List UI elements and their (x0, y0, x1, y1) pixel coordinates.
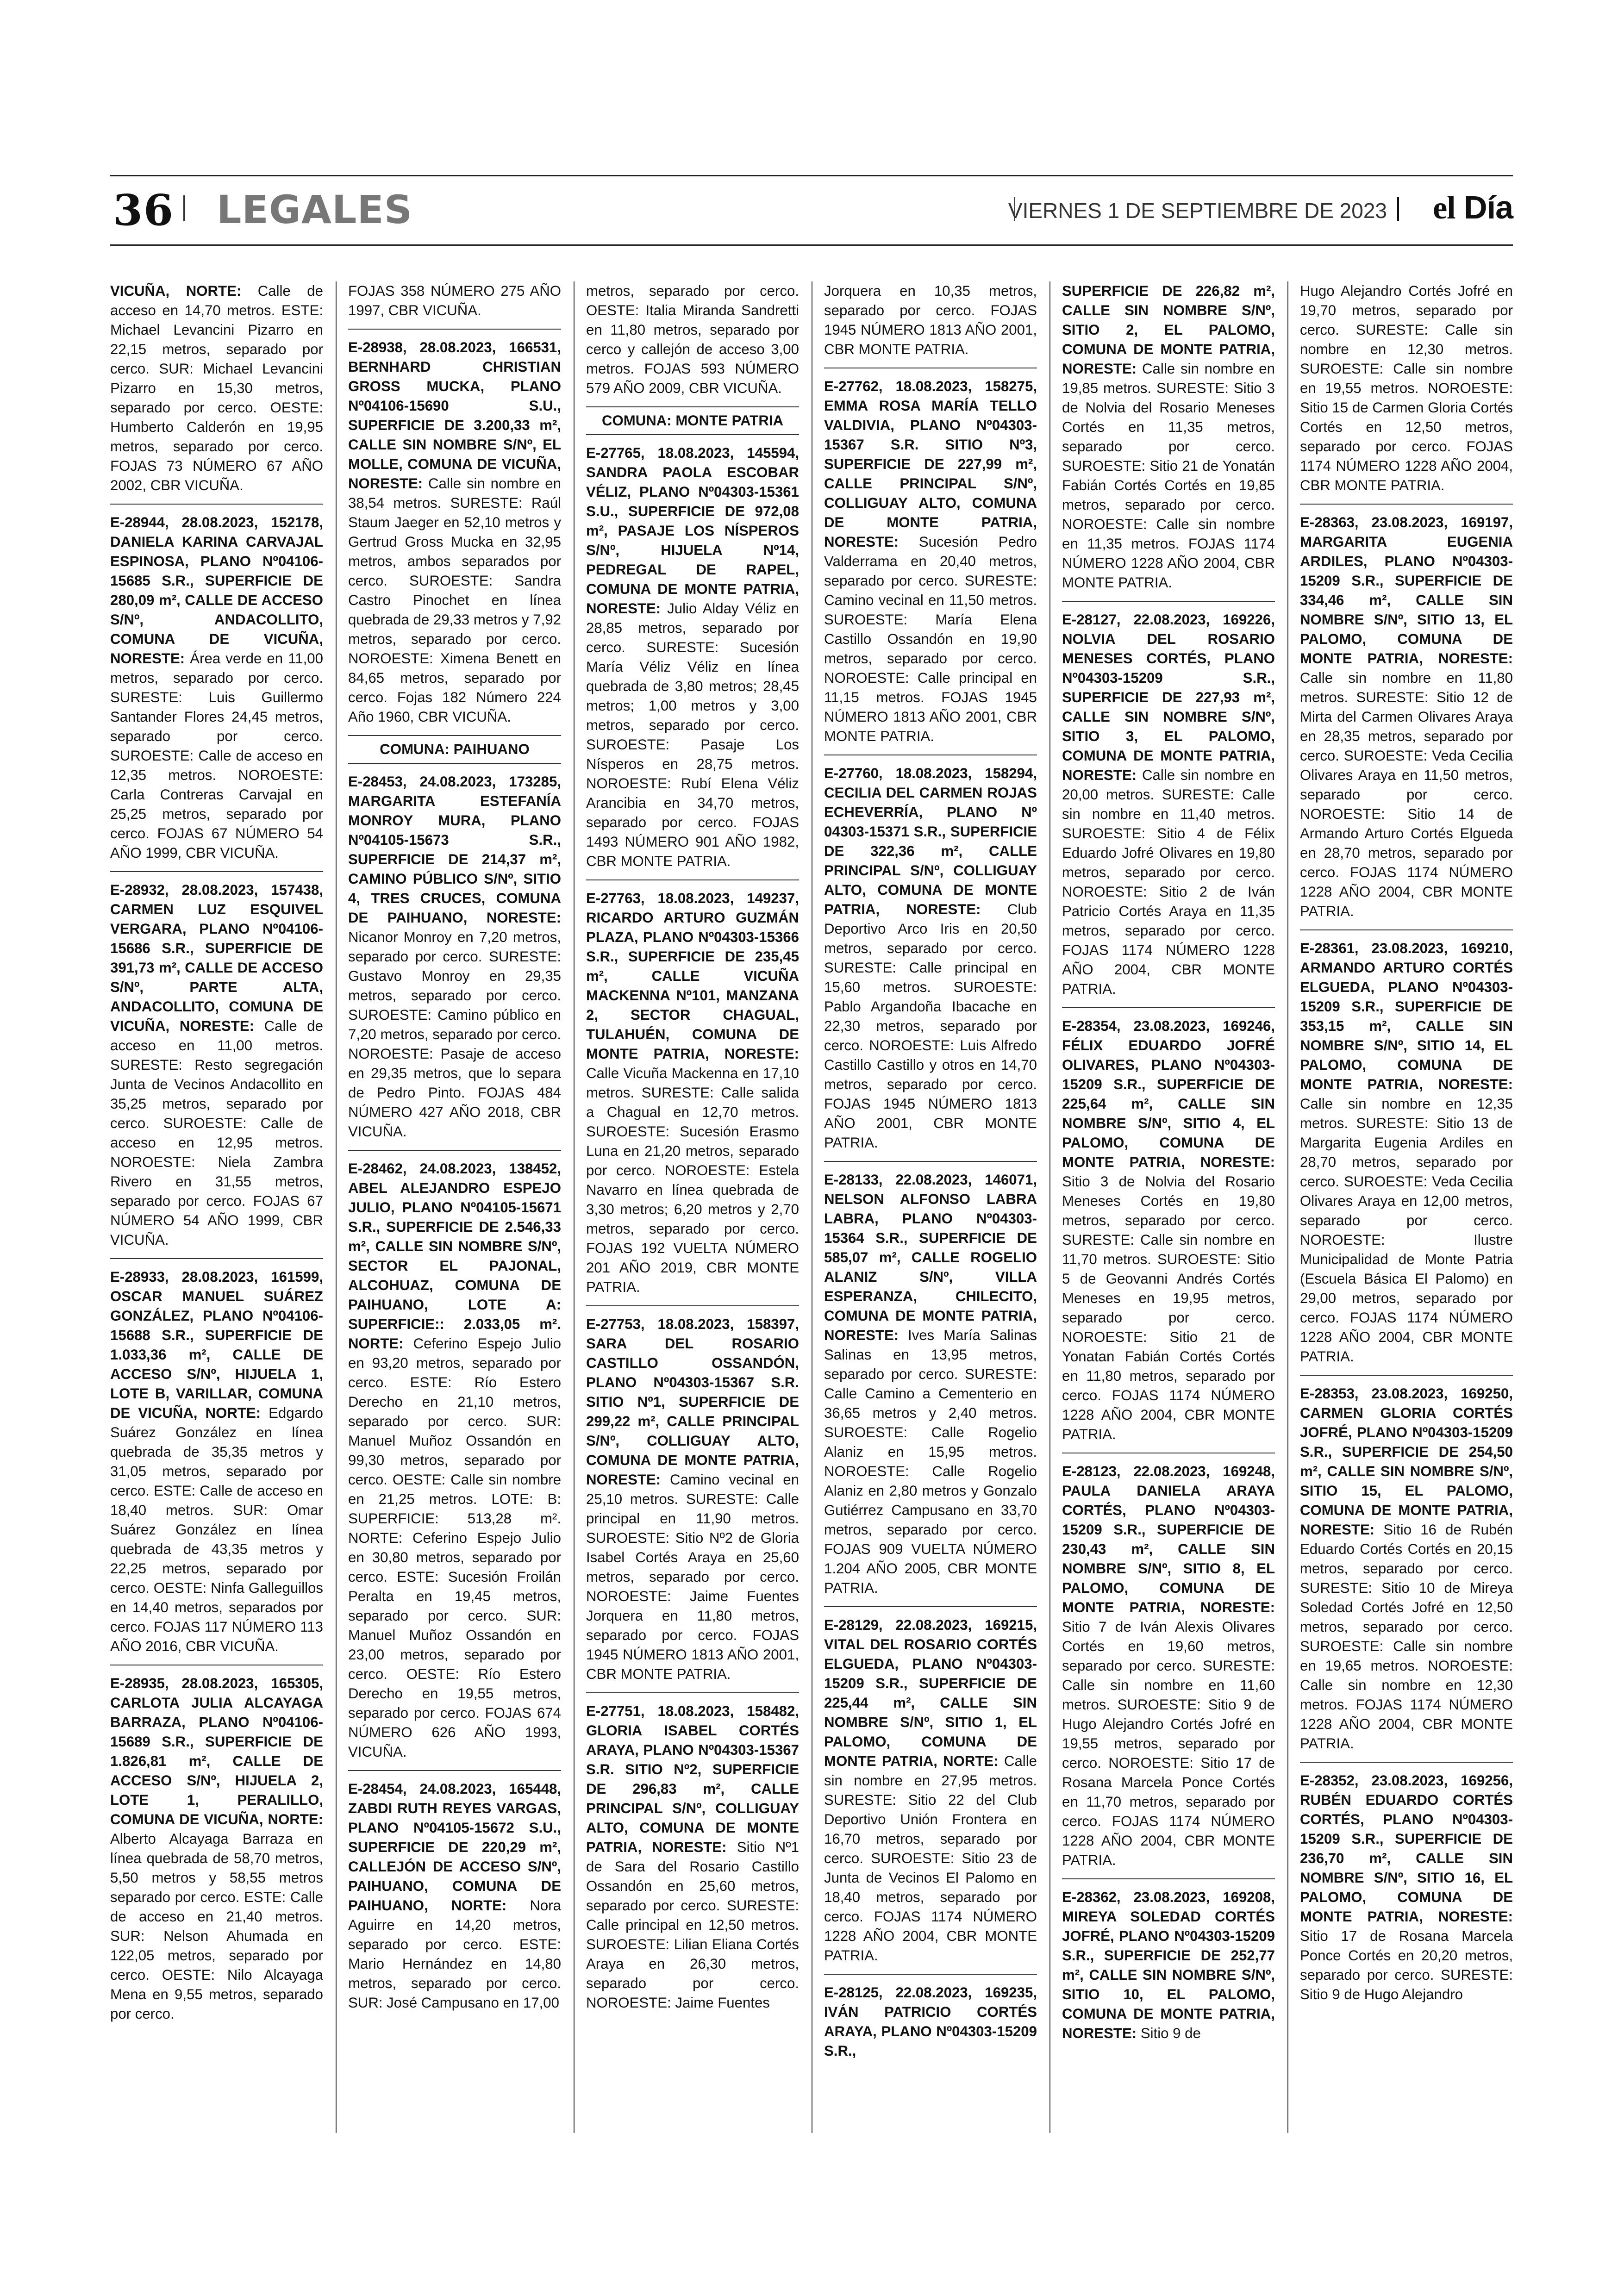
notice-heading: E-28352, 23.08.2023, 169256, RUBÉN EDUARDO CORTÉS CORTÉS, PLANO Nº04303-15209 S.R., SUPERFICIE DE 236,70 m², CALLE SIN NOMBRE S/Nº, SITIO 16, EL PALOMO, COMUNA DE MONTE PATRIA, NORESTE: (1300, 1772, 1513, 1925)
notice-divider (824, 1161, 1037, 1162)
notice-heading: E-27763, 18.08.2023, 149237, RICARDO ARTURO GUZMÁN PLAZA, PLANO Nº04303-15366 S.R., SUPERFICIE DE 235,45 m², CALLE VICUÑA MACKENNA Nº101, MANZANA 2, SECTOR CHAGUAL, TULAHUÉN, COMUNA DE MONTE PATRIA, NORESTE: (586, 890, 799, 1062)
legal-notice (110, 1267, 323, 1656)
notice-heading: E-28361, 23.08.2023, 169210, ARMANDO ARTURO CORTÉS ELGUEDA, PLANO Nº04303-15209 S.R., SUPERFICIE DE 353,15 m², CALLE SIN NOMBRE S/Nº, SITIO 14, EL PALOMO, COMUNA DE MONTE PATRIA, NORESTE: (1300, 940, 1513, 1092)
notice-heading: E-28944, 28.08.2023, 152178, DANIELA KARINA CARVAJAL ESPINOSA, PLANO Nº04106-15685 S.R., SUPERFICIE DE 280,09 m², CALLE DE ACCESO S/Nº, ANDACOLLITO, COMUNA DE VICUÑA, NORESTE: (110, 514, 323, 667)
notice-body: Hugo Alejandro Cortés Jofré en 19,70 metros, separado por cerco. SURESTE: Calle sin nombre en 12,30 metros. SUROESTE: Calle sin nombre en 19,55 metros. NOROESTE: Sitio 15 de Carmen Gloria Cortés Cortés en 12,50 metros, separado por cerco. FOJAS 1174 NÚMERO 1228 AÑO 2004, CBR MONTE PATRIA. (1300, 283, 1513, 493)
legal-notice (1062, 281, 1275, 592)
notice-divider (586, 879, 799, 880)
header-bottom-rule (110, 244, 1513, 246)
legal-notice (824, 1983, 1037, 2061)
notice-heading: E-28935, 28.08.2023, 165305, CARLOTA JULIA ALCAYAGA BARRAZA, PLANO Nº04106-15689 S.R., SUPERFICIE DE 1.826,81 m², CALLE DE ACCESO S/Nº, HIJUELA 2, LOTE 1, PERALILLO, COMUNA DE VICUÑA, NORTE: (110, 1675, 323, 1827)
column-6 (1300, 281, 1513, 2133)
notice-body: Jorquera en 10,35 metros, separado por cerco. FOJAS 1945 NÚMERO 1813 AÑO 2001, CBR MONTE PATRIA. (824, 283, 1037, 357)
legal-notice (586, 889, 799, 1297)
legal-notice (348, 1779, 561, 2013)
notice-heading: E-28362, 23.08.2023, 169208, MIREYA SOLEDAD CORTÉS JOFRÉ, PLANO Nº04303-15209 S.R., SUPERFICIE DE 252,77 m², CALLE SIN NOMBRE S/Nº, SITIO 10, EL PALOMO, COMUNA DE MONTE PATRIA, NORESTE: (1062, 1889, 1275, 2041)
notice-heading: E-28938, 28.08.2023, 166531, BERNHARD CHRISTIAN GROSS MUCKA, PLANO Nº04106-15690 S.U., SUPERFICIE DE 3.200,33 m², CALLE SIN NOMBRE S/Nº, EL MOLLE, COMUNA DE VICUÑA, NORESTE: (348, 339, 561, 492)
notice-body: Sitio Nº1 de Sara del Rosario Castillo Ossandón en 25,60 metros, separado por cerco. SURESTE: Calle principal en 12,50 metros. SUROESTE: Lilian Eliana Cortés Araya en 26,30 metros, separado por cerco. NOROESTE: Jaime Fuentes (586, 1839, 799, 2011)
legal-notice (1300, 1771, 1513, 2004)
notice-heading: E-28933, 28.08.2023, 161599, OSCAR MANUEL SUÁREZ GONZÁLEZ, PLANO Nº04106-15688 S.R., SUPERFICIE DE 1.033,36 m², CALLE DE ACCESO S/Nº, HIJUELA 1, LOTE B, VARILLAR, COMUNA DE VICUÑA, NORTE: (110, 1269, 323, 1421)
header-separator (183, 195, 185, 221)
legal-notice (1062, 1888, 1275, 2043)
notice-divider (1062, 601, 1275, 602)
notice-divider (586, 1305, 799, 1306)
page-header (110, 175, 1513, 244)
notice-heading: E-28354, 23.08.2023, 169246, FÉLIX EDUARDO JOFRÉ OLIVARES, PLANO Nº04303-15209 S.R., SUPERFICIE DE 225,64 m², CALLE SIN NOMBRE S/Nº, SITIO 4, EL PALOMO, COMUNA DE MONTE PATRIA, NORESTE: (1062, 1018, 1275, 1170)
notice-divider (110, 1258, 323, 1259)
legal-notice (586, 1702, 799, 2013)
notice-body: Sitio 9 de (1137, 2025, 1201, 2041)
column-divider (574, 281, 575, 2133)
notice-heading: E-27765, 18.08.2023, 145594, SANDRA PAOLA ESCOBAR VÉLIZ, PLANO Nº04303-15361 S.U., SUPERFICIE DE 972,08 m², PASAJE LOS NÍSPEROS S/Nº, HIJUELA Nº14, PEDREGAL DE RAPEL, COMUNA DE MONTE PATRIA, NORESTE: (586, 445, 799, 617)
notice-heading: E-28932, 28.08.2023, 157438, CARMEN LUZ ESQUIVEL VERGARA, PLANO Nº04106-15686 S.R., SUPERFICIE DE 391,73 m², CALLE DE ACCESO S/Nº, PARTE ALTA, ANDACOLLITO, COMUNA DE VICUÑA, NORESTE: (110, 882, 323, 1034)
notice-heading: E-27762, 18.08.2023, 158275, EMMA ROSA MARÍA TELLO VALDIVIA, PLANO Nº04303-15367 S.R. SITIO Nº3, SUPERFICIE DE 227,99 m², CALLE PRINCIPAL S/Nº, COLLIGUAY ALTO, COMUNA DE MONTE PATRIA, NORESTE: (824, 378, 1037, 550)
legal-notice (348, 338, 561, 727)
legal-notice (348, 772, 561, 1141)
notice-body: Sitio 16 de Rubén Eduardo Cortés Cortés en 20,15 metros, separado por cerco. SURESTE: Sitio 10 de Mireya Soledad Cortés Jofré en 12,50 metros, separado por cerco. SUROESTE: Calle sin nombre en 19,65 metros. NOROESTE: Calle sin nombre en 12,30 metros. FOJAS 1174 NÚMERO 1228 AÑO 2004, CBR MONTE PATRIA. (1300, 1522, 1513, 1752)
notice-heading: E-27760, 18.08.2023, 158294, CECILIA DEL CARMEN ROJAS ECHEVERRÍA, PLANO Nº 04303-15371 S.R., SUPERFICIE DE 322,36 m², CALLE PRINCIPAL S/Nº, COLLIGUAY ALTO, COMUNA DE MONTE PATRIA, NORESTE: (824, 765, 1037, 917)
notice-heading: SUPERFICIE DE 226,82 m², CALLE SIN NOMBRE S/Nº, SITIO 2, EL PALOMO, COMUNA DE MONTE PATRIA, NORESTE: (1062, 283, 1275, 377)
notice-heading: E-28462, 24.08.2023, 138452, ABEL ALEJANDRO ESPEJO JULIO, PLANO Nº04105-15671 S.R., SUPERFICIE DE 2.546,33 m², CALLE SIN NOMBRE S/Nº, SECTOR EL PAJONAL, ALCOHUAZ, COMUNA DE PAIHUANO, LOTE A: SUPERFICIE:: 2.033,05 m². NORTE: (348, 1160, 561, 1352)
legal-notice (1062, 1017, 1275, 1444)
notice-body: Sitio 3 de Nolvia del Rosario Meneses Cortés en 19,80 metros, separado por cerco. SURESTE: Calle sin nombre en 11,70 metros. SUROESTE: Sitio 5 de Geovanni Andrés Cortés Meneses en 19,95 metros, separado por cerco. NOROESTE: Sitio 21 de Yonatan Fabián Cortés Cortés en 11,80 metros, separado por cerco. FOJAS 1174 NÚMERO 1228 AÑO 2004, CBR MONTE PATRIA. (1062, 1173, 1275, 1442)
column-5 (1062, 281, 1275, 2133)
notice-heading: E-28127, 22.08.2023, 169226, NOLVIA DEL ROSARIO MENESES CORTÉS, PLANO Nº04303-15209 S.R., SUPERFICIE DE 227,93 m², CALLE SIN NOMBRE S/Nº, SITIO 3, EL PALOMO, COMUNA DE MONTE PATRIA, NORESTE: (1062, 611, 1275, 783)
logo-prefix: el (1433, 190, 1455, 226)
column-divider (336, 281, 337, 2133)
legal-notice (1300, 939, 1513, 1366)
legal-notice (824, 1170, 1037, 1598)
legal-notice (824, 764, 1037, 1153)
legal-notice (586, 1315, 799, 1684)
notice-heading: E-27751, 18.08.2023, 158482, GLORIA ISABEL CORTÉS ARAYA, PLANO Nº04303-15367 S.R. SITIO Nº2, SUPERFICIE DE 296,83 m², CALLE PRINCIPAL S/Nº, COLLIGUAY ALTO, COMUNA DE MONTE PATRIA, NORESTE: (586, 1703, 799, 1855)
legal-notice (1300, 513, 1513, 921)
notice-body: Ceferino Espejo Julio en 93,20 metros, separado por cerco. ESTE: Río Estero Derecho en 21,10 metros, separado por cerco. SUR: Manuel Muñoz Ossandón en 99,30 metros, separado por cerco. OESTE: Calle sin nombre en 21,25 metros. LOTE: B: SUPERFICIE: 513,28 m². NORTE: Ceferino Espejo Julio en 30,80 metros, separado por cerco. ESTE: Sucesión Froilán Peralta en 19,45 metros, separado por cerco. SUR: Manuel Muñoz Ossandón en 23,00 metros, separado por cerco. OESTE: Río Estero Derecho en 19,55 metros, separado por cerco. FOJAS 674 NÚMERO 626 AÑO 1993, VICUÑA. (348, 1335, 561, 1760)
notice-heading: E-28363, 23.08.2023, 169197, MARGARITA EUGENIA ARDILES, PLANO Nº04303-15209 S.R., SUPERFICIE DE 334,46 m², CALLE SIN NOMBRE S/Nº, SITIO 13, EL PALOMO, COMUNA DE MONTE PATRIA, NORESTE: (1300, 514, 1513, 667)
section-title: LEGALES (217, 187, 413, 232)
column-4 (824, 281, 1037, 2133)
column-2 (348, 281, 561, 2133)
issue-date: VIERNES 1 DE SEPTIEMBRE DE 2023 (1008, 199, 1387, 223)
legal-notice (824, 377, 1037, 746)
notice-heading: E-27753, 18.08.2023, 158397, SARA DEL ROSARIO CASTILLO OSSANDÓN, PLANO Nº04303-15367 S.R. SITIO Nº1, SUPERFICIE DE 299,22 m², CALLE PRINCIPAL S/Nº, COLLIGUAY ALTO, COMUNA DE MONTE PATRIA, NORESTE: (586, 1316, 799, 1488)
notice-body: Ives María Salinas Salinas en 13,95 metros, separado por cerco. SURESTE: Calle Camino a Cementerio en 36,65 metros y 2,40 metros. SUROESTE: Calle Rogelio Alaniz en 15,95 metros. NOROESTE: Calle Rogelio Alaniz en 2,80 metros y Gonzalo Gutiérrez Campusano en 33,70 metros, separado por cerco. FOJAS 909 VUELTA NÚMERO 1.204 AÑO 2005, CBR MONTE PATRIA. (824, 1327, 1037, 1596)
notice-body: Edgardo Suárez González en línea quebrada de 35,35 metros y 31,05 metros, separado por cerco. ESTE: Calle de acceso en 18,40 metros. SUR: Omar Suárez González en línea quebrada de 43,35 metros y 22,25 metros, separado por cerco. OESTE: Ninfa Galleguillos en 14,40 metros, separados por cerco. FOJAS 117 NÚMERO 113 AÑO 2016, CBR VICUÑA. (110, 1405, 323, 1654)
notice-divider (1062, 1007, 1275, 1008)
notice-body: Sitio 17 de Rosana Marcela Ponce Cortés en 20,20 metros, separado por cerco. SURESTE: Sitio 9 de Hugo Alejandro (1300, 1928, 1513, 2002)
notice-heading: E-28453, 24.08.2023, 173285, MARGARITA ESTEFANÍA MONROY MURA, PLANO Nº04105-15673 S.R., SUPERFICIE DE 214,37 m², CAMINO PÚBLICO S/Nº, SITIO 4, TRES CRUCES, COMUNA DE PAIHUANO, NORESTE: (348, 773, 561, 926)
legal-notice (1062, 1462, 1275, 1870)
column-1 (110, 281, 323, 2133)
legal-notice (110, 1674, 323, 2024)
legal-notice (824, 1615, 1037, 1965)
legal-notice (586, 281, 799, 398)
notice-body: Alberto Alcayaga Barraza en línea quebrada de 58,70 metros, 5,50 metros y 58,55 metros separado por cerco. ESTE: Calle de acceso en 21,40 metros. SUR: Nelson Ahumada en 122,05 metros, separado por cerco. OESTE: Nilo Alcayaga Mena en 9,55 metros, separado por cerco. (110, 1831, 323, 2022)
notice-body: Nicanor Monroy en 7,20 metros, separado por cerco. SURESTE: Gustavo Monroy en 29,35 metros, separado por cerco. SUROESTE: Camino público en 7,20 metros, separado por cerco. NOROESTE: Pasaje de acceso en 29,35 metros, que lo separa de Pedro Pinto. FOJAS 484 NÚMERO 427 AÑO 2018, CBR VICUÑA. (348, 929, 561, 1140)
notice-divider (348, 329, 561, 330)
legal-notice (110, 281, 323, 495)
notice-divider (1300, 504, 1513, 505)
legal-notice (110, 513, 323, 863)
comuna-heading: COMUNA: MONTE PATRIA (586, 406, 799, 435)
notice-body: Calle sin nombre en 12,35 metros. SURESTE: Sitio 13 de Margarita Eugenia Ardiles en 28,70 metros, separado por cerco. SUROESTE: Veda Cecilia Olivares Araya en 12,00 metros, separado por cerco. NOROESTE: Ilustre Municipalidad de Monte Patria (Escuela Básica El Palomo) en 29,00 metros, separado por cerco. FOJAS 1174 NÚMERO 1228 AÑO 2004, CBR MONTE PATRIA. (1300, 1096, 1513, 1365)
brand-separator (1397, 197, 1399, 221)
notice-body: Calle sin nombre en 19,85 metros. SURESTE: Sitio 3 de Nolvia del Rosario Meneses Cortés en 11,35 metros, separado por cerco. SUROESTE: Sitio 21 de Yonatán Fabián Cortés Cortés en 19,85 metros, separado por cerco. NOROESTE: Calle sin nombre en 11,35 metros. FOJAS 1174 NÚMERO 1228 AÑO 2004, CBR MONTE PATRIA. (1062, 361, 1275, 591)
notice-divider (1300, 1762, 1513, 1763)
notice-body: Calle de acceso en 11,00 metros. SURESTE: Resto segregación Junta de Vecinos Andacollito en 35,25 metros, separado por cerco. SUROESTE: Calle de acceso en 12,95 metros. NOROESTE: Niela Zambra Rivero en 31,55 metros, separado por cerco. FOJAS 67 NÚMERO 54 AÑO 1999, CBR VICUÑA. (110, 1018, 323, 1248)
notice-body: Club Deportivo Arco Iris en 20,50 metros, separado por cerco. SURESTE: Calle principal en 15,60 metros. SUROESTE: Pablo Argandoña Ibacache en 22,30 metros, separado por cerco. NOROESTE: Luis Alfredo Castillo Castillo y otros en 14,70 metros, separado por cerco. FOJAS 1945 NÚMERO 1813 AÑO 2001, CBR MONTE PATRIA. (824, 901, 1037, 1151)
comuna-heading: COMUNA: PAIHUANO (348, 735, 561, 764)
notice-divider (348, 1150, 561, 1151)
notice-body: Área verde en 11,00 metros, separado por cerco. SURESTE: Luis Guillermo Santander Flores 24,45 metros, separado por cerco. SUROESTE: Calle de acceso en 12,35 metros. NOROESTE: Carla Contreras Carvajal en 25,25 metros, separado por cerco. FOJAS 67 NÚMERO 54 AÑO 1999, CBR VICUÑA. (110, 650, 323, 861)
notice-body: Julio Alday Véliz en 28,85 metros, separado por cerco. SURESTE: Sucesión María Véliz Véliz en línea quebrada de 3,80 metros; 28,45 metros; 1,00 metros y 3,00 metros, separado por cerco. SUROESTE: Pasaje Los Nísperos en 28,75 metros. NOROESTE: Rubí Elena Véliz Arancibia en 34,70 metros, separado por cerco. FOJAS 1493 NÚMERO 901 AÑO 1982, CBR MONTE PATRIA. (586, 600, 799, 869)
newspaper-logo (1433, 189, 1513, 227)
notice-divider (1300, 929, 1513, 930)
notice-divider (348, 1770, 561, 1771)
notice-heading: E-28123, 22.08.2023, 169248, PAULA DANIELA ARAYA CORTÉS, PLANO Nº04303-15209 S.R., SUPERFICIE DE 230,43 m², CALLE SIN NOMBRE S/Nº, SITIO 8, EL PALOMO, COMUNA DE MONTE PATRIA, NORESTE: (1062, 1463, 1275, 1615)
notice-divider (1300, 1375, 1513, 1376)
legal-notice (586, 443, 799, 871)
notice-heading: E-28129, 22.08.2023, 169215, VITAL DEL ROSARIO CORTÉS ELGUEDA, PLANO Nº04303-15209 S.R., SUPERFICIE DE 225,44 m², CALLE SIN NOMBRE S/Nº, SITIO 1, EL PALOMO, COMUNA DE MONTE PATRIA, NORTE: (824, 1617, 1037, 1769)
notice-divider (110, 504, 323, 505)
notice-body: Calle sin nombre en 20,00 metros. SURESTE: Calle sin nombre en 11,40 metros. SUROESTE: Sitio 4 de Félix Eduardo Jofré Olivares en 19,80 metros, separado por cerco. NOROESTE: Sitio 2 de Iván Patricio Cortés Araya en 11,35 metros, separado por cerco. FOJAS 1174 NÚMERO 1228 AÑO 2004, CBR MONTE PATRIA. (1062, 767, 1275, 997)
column-divider (1287, 281, 1288, 2133)
notice-body: Sitio 7 de Iván Alexis Olivares Cortés en 19,60 metros, separado por cerco. SURESTE: Calle sin nombre en 11,60 metros. SUROESTE: Sitio 9 de Hugo Alejandro Cortés Jofré en 19,55 metros, separado por cerco. NOROESTE: Sitio 17 de Rosana Marcela Ponce Cortés en 11,70 metros, separado por cerco. FOJAS 1174 NÚMERO 1228 AÑO 2004, CBR MONTE PATRIA. (1062, 1619, 1275, 1868)
notice-body: FOJAS 358 NÚMERO 275 AÑO 1997, CBR VICUÑA. (348, 283, 561, 318)
notice-body: Calle sin nombre en 38,54 metros. SURESTE: Raúl Staum Jaeger en 52,10 metros y Gertrud Gross Mucka en 32,95 metros, ambos separados por cerco. SUROESTE: Sandra Castro Pinochet en línea quebrada de 29,33 metros y 7,92 metros, separado por cerco. NOROESTE: Ximena Benett en 84,65 metros, separado por cerco. Fojas 182 Número 224 Año 1960, CBR VICUÑA. (348, 475, 561, 725)
notice-divider (824, 1606, 1037, 1607)
notice-heading: E-28133, 22.08.2023, 146071, NELSON ALFONSO LABRA LABRA, PLANO Nº04303-15364 S.R., SUPERFICIE DE 585,07 m², CALLE ROGELIO ALANIZ S/Nº, VILLA ESPERANZA, CHILECITO, COMUNA DE MONTE PATRIA, NORESTE: (824, 1172, 1037, 1343)
notice-body: Calle sin nombre en 11,80 metros. SURESTE: Sitio 12 de Mirta del Carmen Olivares Araya en 28,35 metros, separado por cerco. SUROESTE: Veda Cecilia Olivares Araya en 11,50 metros, separado por cerco. NOROESTE: Sitio 14 de Armando Arturo Cortés Elgueda en 28,70 metros, separado por cerco. FOJAS 1174 NÚMERO 1228 AÑO 2004, CBR MONTE PATRIA. (1300, 670, 1513, 919)
notice-heading: VICUÑA, NORTE: (110, 283, 242, 299)
notice-body: Calle sin nombre en 27,95 metros. SURESTE: Sitio 22 del Club Deportivo Unión Frontera en 16,70 metros, separado por cerco. SUROESTE: Sitio 23 de Junta de Vecinos El Palomo en 18,40 metros, separado por cerco. FOJAS 1174 NÚMERO 1228 AÑO 2004, CBR MONTE PATRIA. (824, 1753, 1037, 1964)
notice-divider (586, 1692, 799, 1693)
notice-body: metros, separado por cerco. OESTE: Italia Miranda Sandretti en 11,80 metros, separado por cerco y callejón de acceso 3,00 metros. FOJAS 593 NÚMERO 579 AÑO 2009, CBR VICUÑA. (586, 283, 799, 396)
legal-notice (110, 880, 323, 1250)
notice-body: Calle de acceso en 14,70 metros. ESTE: Michael Levancini Pizarro en 22,15 metros, separado por cerco. SUR: Michael Levancini Pizarro en 15,30 metros, separado por cerco. OESTE: Humberto Calderón en 19,95 metros, separado por cerco. FOJAS 73 NÚMERO 67 AÑO 2002, CBR VICUÑA. (110, 283, 323, 493)
notice-heading: E-28353, 23.08.2023, 169250, CARMEN GLORIA CORTÉS JOFRÉ, PLANO Nº04303-15209 S.R., SUPERFICIE DE 254,50 m², CALLE SIN NOMBRE S/Nº, SITIO 15, EL PALOMO, COMUNA DE MONTE PATRIA, NORESTE: (1300, 1385, 1513, 1538)
column-divider (1049, 281, 1050, 2133)
notice-body: Sucesión Pedro Valderrama en 20,40 metros, separado por cerco. SURESTE: Camino vecinal en 11,50 metros. SUROESTE: María Elena Castillo Ossandón en 19,90 metros, separado por cerco. NOROESTE: Calle principal en 11,15 metros. FOJAS 1945 NÚMERO 1813 AÑO 2001, CBR MONTE PATRIA. (824, 534, 1037, 744)
legal-notices-columns (110, 281, 1513, 2133)
legal-notice (1300, 281, 1513, 495)
notice-divider (824, 1974, 1037, 1975)
legal-notice (1062, 610, 1275, 999)
legal-notice (348, 1159, 561, 1762)
notice-divider (1062, 1878, 1275, 1879)
column-3 (586, 281, 799, 2133)
notice-heading: E-28454, 24.08.2023, 165448, ZABDI RUTH REYES VARGAS, PLANO Nº04105-15672 S.U., SUPERFICIE DE 220,29 m², CALLEJÓN DE ACCESO S/Nº, PAIHUANO, COMUNA DE PAIHUANO, NORTE: (348, 1781, 561, 1914)
legal-notice (348, 281, 561, 320)
legal-notice (1300, 1384, 1513, 1753)
notice-body: Nora Aguirre en 14,20 metros, separado por cerco. ESTE: Mario Hernández en 14,80 metros, separado por cerco. SUR: José Campusano en 17,00 (348, 1897, 561, 2011)
notice-heading: E-28125, 22.08.2023, 169235, IVÁN PATRICIO CORTÉS ARAYA, PLANO Nº04303-15209 S.R., (824, 1984, 1037, 2059)
notice-body: Camino vecinal en 25,10 metros. SURESTE: Calle principal en 11,90 metros. SUROESTE: Sitio Nº2 de Gloria Isabel Cortés Araya en 25,60 metros, separado por cerco. NOROESTE: Jaime Fuentes Jorquera en 11,80 metros, separado por cerco. FOJAS 1945 NÚMERO 1813 AÑO 2001, CBR MONTE PATRIA. (586, 1472, 799, 1682)
notice-divider (110, 871, 323, 872)
notice-body: Calle Vicuña Mackenna en 17,10 metros. SURESTE: Calle salida a Chagual en 12,70 metros. SUROESTE: Sucesión Erasmo Luna en 21,20 metros, separado por cerco. NOROESTE: Estela Navarro en línea quebrada de 3,30 metros; 6,20 metros y 2,70 metros, separado por cerco. FOJAS 192 VUELTA NÚMERO 201 AÑO 2019, CBR MONTE PATRIA. (586, 1065, 799, 1295)
logo-name: Día (1464, 189, 1513, 225)
page-number: 36 (113, 185, 175, 235)
legal-notice (824, 281, 1037, 359)
